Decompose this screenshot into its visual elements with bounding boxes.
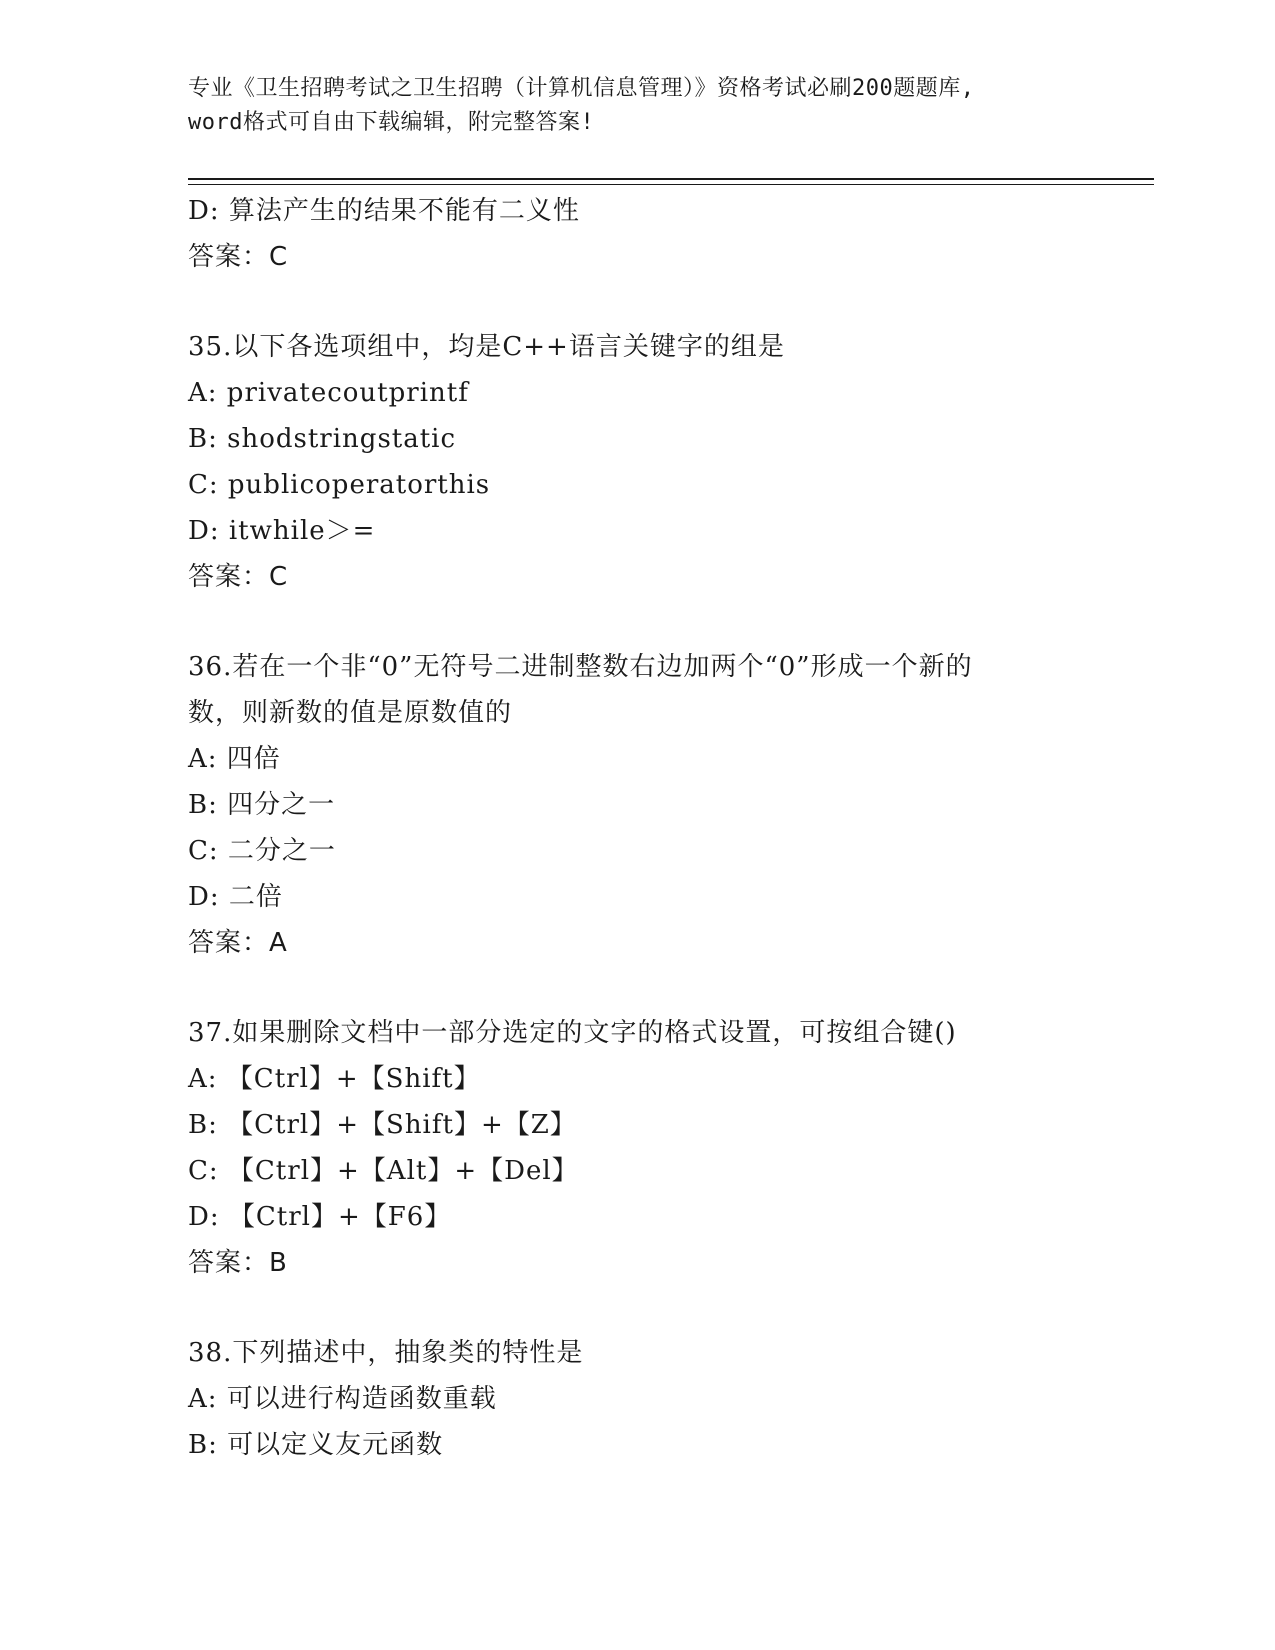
option-b: B: 【Ctrl】+【Shift】+【Z】 bbox=[188, 1110, 577, 1140]
option-d: D: 二倍 bbox=[188, 882, 283, 912]
option-c: C: publicoperatorthis bbox=[188, 470, 491, 500]
option-a: A: 可以进行构造函数重载 bbox=[188, 1384, 497, 1414]
option-c: C: 【Ctrl】+【Alt】+【Del】 bbox=[188, 1156, 579, 1186]
question-stem: 38.下列描述中，抽象类的特性是 bbox=[188, 1338, 584, 1368]
document-body bbox=[188, 188, 1088, 1468]
option-c: C: 二分之一 bbox=[188, 836, 336, 866]
question-block bbox=[188, 1010, 1088, 1286]
question-stem: 36.若在一个非“0”无符号二进制整数右边加两个“0”形成一个新的 bbox=[188, 652, 973, 682]
option-a: A: 四倍 bbox=[188, 744, 281, 774]
option-d: D: itwhile＞= bbox=[188, 516, 376, 546]
page-header bbox=[188, 72, 1088, 140]
question-block bbox=[188, 1330, 1088, 1468]
answer-line: 答案：C bbox=[188, 242, 289, 272]
spacer bbox=[188, 600, 1088, 644]
answer-line: 答案：C bbox=[188, 562, 289, 592]
header-divider bbox=[188, 178, 1154, 185]
option-b: B: 可以定义友元函数 bbox=[188, 1430, 444, 1460]
spacer bbox=[188, 1286, 1088, 1330]
option-b: B: shodstringstatic bbox=[188, 424, 457, 454]
option-b: B: 四分之一 bbox=[188, 790, 336, 820]
question-stem: 35.以下各选项组中，均是C++语言关键字的组是 bbox=[188, 332, 785, 362]
option-a: A: privatecoutprintf bbox=[188, 378, 469, 408]
answer-line: 答案：B bbox=[188, 1248, 288, 1278]
header-line-2: word格式可自由下载编辑，附完整答案! bbox=[188, 110, 595, 135]
answer-line: 答案：A bbox=[188, 928, 288, 958]
spacer bbox=[188, 966, 1088, 1010]
option-a: A: 【Ctrl】+【Shift】 bbox=[188, 1064, 481, 1094]
option-d: D: 算法产生的结果不能有二义性 bbox=[188, 196, 580, 226]
option-d: D: 【Ctrl】+【F6】 bbox=[188, 1202, 452, 1232]
spacer bbox=[188, 280, 1088, 324]
question-stem-continued: 数，则新数的值是原数值的 bbox=[188, 698, 513, 728]
question-block bbox=[188, 324, 1088, 600]
question-stem: 37.如果删除文档中一部分选定的文字的格式设置，可按组合键() bbox=[188, 1018, 957, 1048]
header-line-1: 专业《卫生招聘考试之卫生招聘（计算机信息管理）》资格考试必刷200题题库, bbox=[188, 76, 975, 101]
question-block bbox=[188, 644, 1088, 966]
